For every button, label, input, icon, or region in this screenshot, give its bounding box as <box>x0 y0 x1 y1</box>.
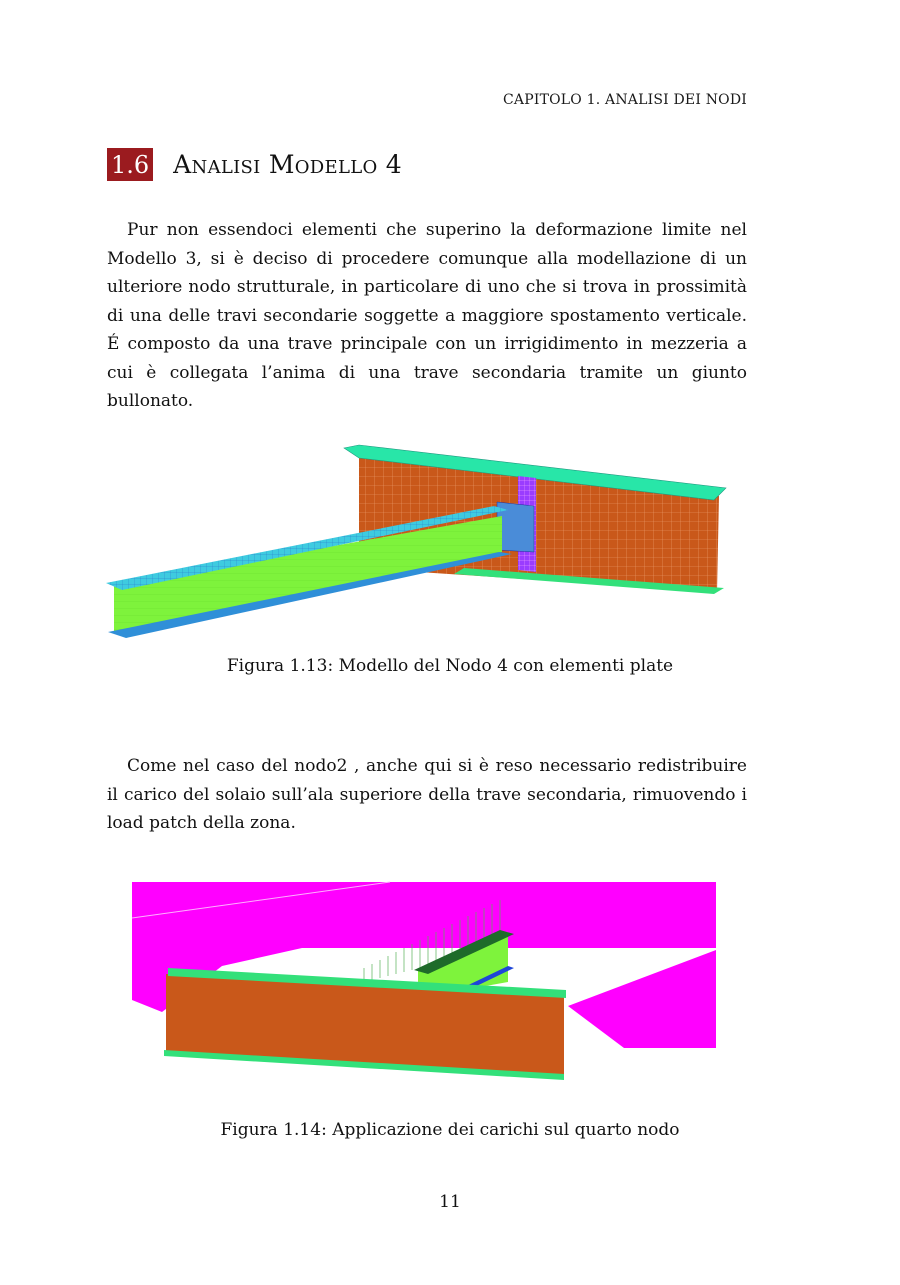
figure-caption-1-14: Figura 1.14: Applicazione dei carichi sul quarto nodo <box>220 1120 680 1140</box>
section-title: Analisi Modello 4 <box>173 150 402 179</box>
paragraph-intro: Pur non essendoci elementi che superino la deformazione limite nel Modello 3, si è deciso di procedere comunque alla modellazione di un ulteriore nodo strutturale, in particolare di uno che si trova in prossimità di una delle travi secondarie soggette a maggiore spostamento verticale. É composto da una trave principale con un irrigidimento in mezzeria a cui è collegata l’anima di una trave secondaria tramite un giunto bullonato. <box>107 220 747 411</box>
paragraph-load-redistribution: Come nel caso del nodo2 , anche qui si è reso necessario redistribuire il carico del solaio sull’ala superiore della trave secondaria, rimuovendo i load patch della zona. <box>107 756 747 833</box>
section-heading <box>107 148 402 181</box>
figure-caption-1-13: Figura 1.13: Modello del Nodo 4 con elementi plate <box>226 656 674 676</box>
running-head: CAPITOLO 1. ANALISI DEI NODI <box>503 92 747 108</box>
page-number: 11 <box>439 1192 461 1212</box>
slab-right-panel <box>568 950 716 1048</box>
section-number: 1.6 <box>107 148 153 181</box>
figure-node4-plate-model <box>104 440 734 640</box>
figure-load-application <box>128 878 720 1088</box>
